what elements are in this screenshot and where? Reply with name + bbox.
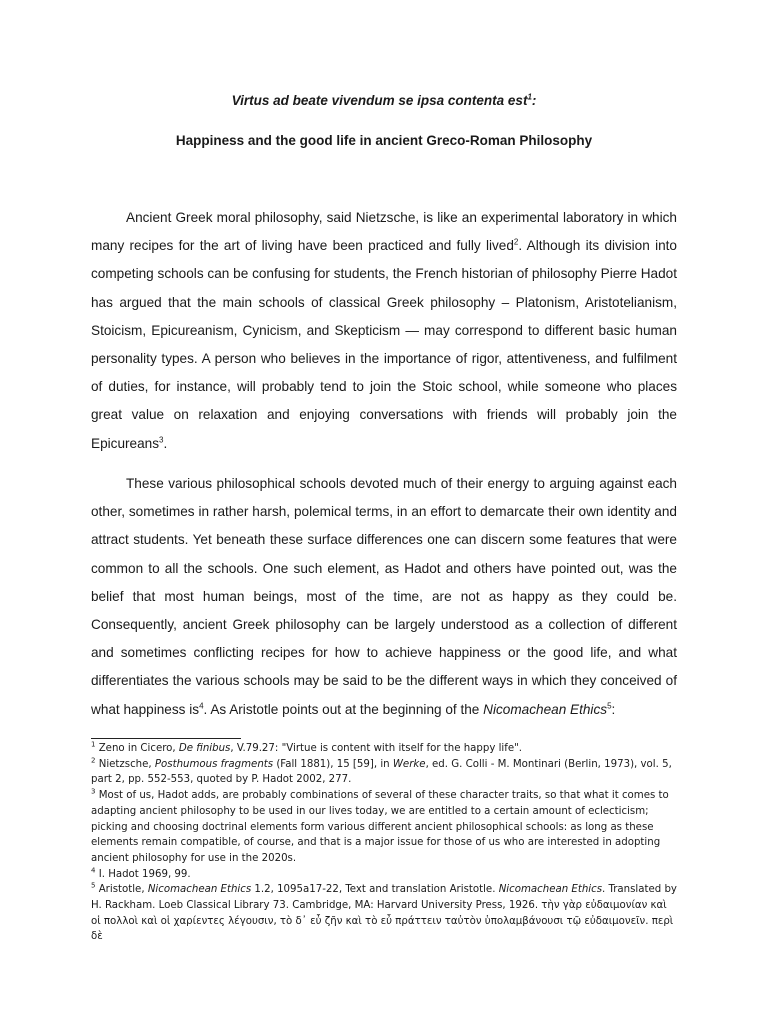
footnote-ref-5[interactable]: 5 [607, 701, 612, 711]
footnotes [91, 741, 677, 945]
footnote-ref-3[interactable]: 3 [159, 435, 164, 445]
paragraph-1: Ancient Greek moral philosophy, said Nietzsche, is like an experimental laboratory in which many recipes for the art of living have been practiced and fully lived$^2$. Although its division into competing schools can be confusing for students, the French historian of philosophy Pierre Hadot has argued that the main schools of classical Greek philosophy – Platonism, Aristotelianism, Stoicism, Epicureanism, Cynicism, and Skepticism — may correspond to different basic human personality types. A person who believes in the importance of rigor, attentiveness, and fulfilment of duties, for instance, will probably tend to join the Stoic school, while someone who places great value on relaxation and enjoying conversations with friends will probably join the Epicureans$^3$. [91, 210, 677, 451]
title-latin: Virtus ad beate vivendum se ipsa contenta est$^1$: [231, 92, 537, 108]
footnote-3: $^3$ Most of us, Hadot adds, are probably combinations of several of these character traits, so that what it comes to adapting ancient philosophy to be used in our lives today, we are entitled to a certain amount of eclecticism; picking and choosing doctrinal elements form various different ancient philosophical schools: as long as these elements remain compatible, of course, and that is a major issue for those of us who are interested in adopting ancient philosophy for use in the 2020s. [91, 787, 669, 864]
footnote-ref-2[interactable]: 2 [513, 237, 519, 247]
footnote-ref-4[interactable]: 4 [199, 701, 204, 711]
footnote-separator [91, 738, 241, 739]
title-subtitle: Happiness and the good life in ancient Greco-Roman Philosophy [175, 133, 593, 148]
footnote-2: $^2$ Nietzsche, Posthumous fragments (Fall 1881), 15 [59], in Werke, ed. G. Colli - M. Montinari (Berlin, 1973), vol. 5, part 2, pp. 552-553, quoted by P. Hadot 2002, 277. [91, 756, 672, 786]
footnote-4: $^4$ I. Hadot 1969, 99. [91, 866, 191, 880]
footnote-1: $^1$ Zeno in Cicero, De finibus, V.79.27: "Virtue is content with itself for the happy life". [91, 740, 523, 754]
footnote-ref-1[interactable]: 1 [527, 92, 532, 102]
footnote-5: $^5$ Aristotle, Nicomachean Ethics 1.2, 1095a17-22, Text and translation Aristotle. Nicomachean Ethics. Translated by H. Rackham. Loeb Classical Library 73. Cambridge, MA: Harvard University Press, 1926. τὴν γὰρ εὐδαιμονίαν καὶ οἱ πολλοὶ καὶ οἱ χαρίεντες λέγουσιν, τὸ δ᾽ εὖ ζῆν καὶ τὸ εὖ πράττειν ταὐτὸν ὑπολαμβάνουσι τῷ εὐδαιμονεῖν. περὶ δὲ [91, 881, 677, 943]
paragraph-2: These various philosophical schools devoted much of their energy to arguing against each other, sometimes in rather harsh, polemical terms, in an effort to demarcate their own identity and attract students. Yet beneath these surface differences one can discern some features that were common to all the schools. One such element, as Hadot and others have pointed out, was the belief that most human beings, most of the time, are not as happy as they could be. Consequently, ancient Greek philosophy can be largely understood as a collection of different and sometimes conflicting recipes for how to achieve happiness or the good life, and what differentiates the various schools may be said to be the different ways in which they conceived of what happiness $is^4$. As Aristotle points out at the beginning of the Nicomachean Ethics$^5$: [91, 476, 677, 717]
